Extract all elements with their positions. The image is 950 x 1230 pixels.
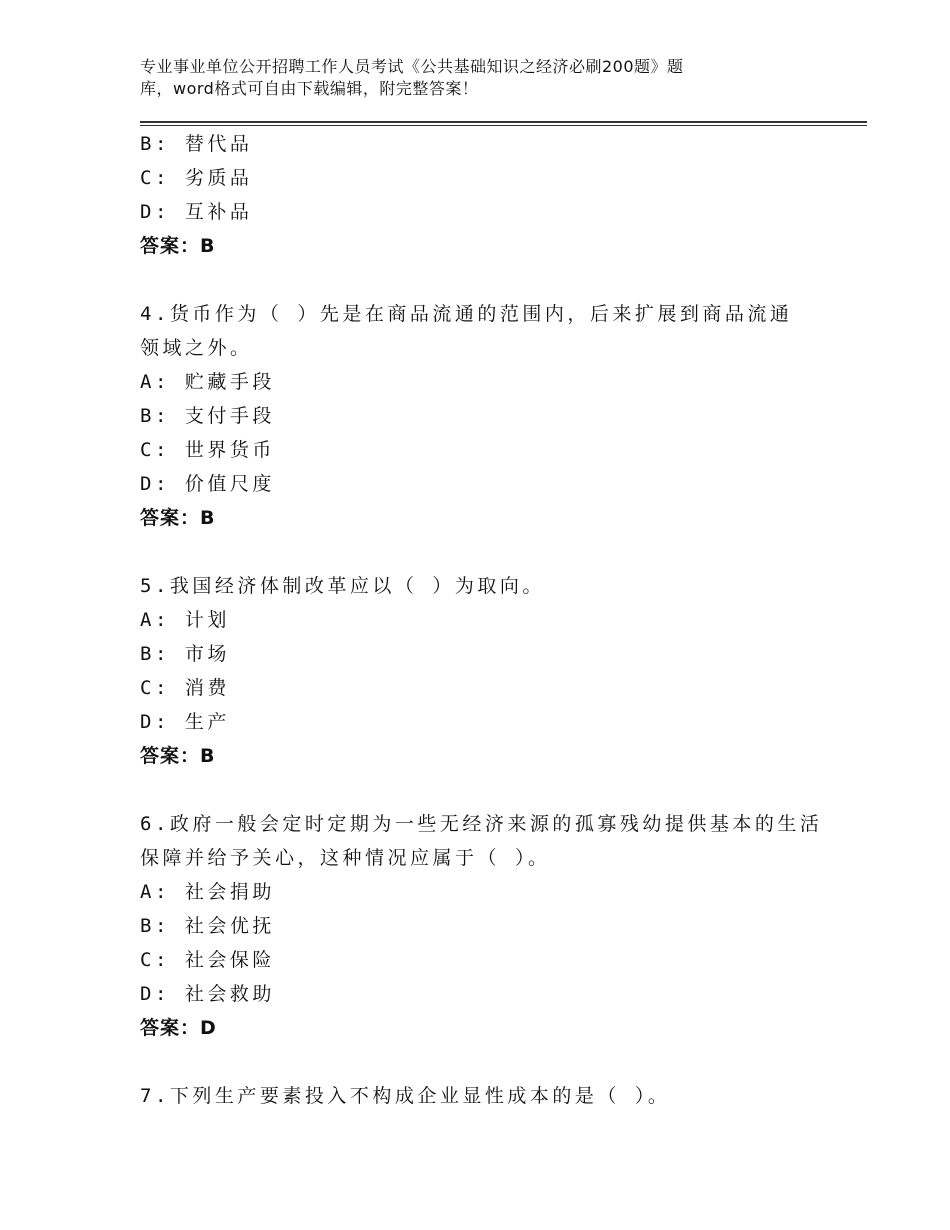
question-stem: 5.我国经济体制改革应以（ ）为取向。 bbox=[140, 575, 545, 597]
question-list bbox=[140, 127, 840, 1113]
document-header bbox=[140, 56, 780, 100]
question-7 bbox=[140, 1079, 840, 1113]
spacer bbox=[140, 263, 840, 297]
option-c: C: 劣质品 bbox=[140, 167, 253, 189]
spacer bbox=[140, 1045, 840, 1079]
option-a: A: 计划 bbox=[140, 609, 230, 631]
question-stem: 7.下列生产要素投入不构成企业显性成本的是（ ）。 bbox=[140, 1085, 671, 1107]
option-b: B: 市场 bbox=[140, 643, 230, 665]
question-stem: 6.政府一般会定时定期为一些无经济来源的孤寡残幼提供基本的生活 bbox=[140, 813, 823, 835]
option-b: B: 社会优抚 bbox=[140, 915, 275, 937]
option-d: D: 价值尺度 bbox=[140, 473, 275, 495]
option-c: C: 社会保险 bbox=[140, 949, 275, 971]
answer-line: 答案：B bbox=[140, 745, 216, 767]
header-divider bbox=[140, 121, 867, 123]
spacer bbox=[140, 773, 840, 807]
question-stem: 4.货币作为（ ）先是在商品流通的范围内，后来扩展到商品流通 bbox=[140, 303, 793, 325]
document-title-line-2: 库，word格式可自由下载编辑，附完整答案！ bbox=[140, 79, 479, 98]
question-5 bbox=[140, 569, 840, 773]
question-stem-continued: 领域之外。 bbox=[140, 337, 253, 359]
option-d: D: 社会救助 bbox=[140, 983, 275, 1005]
option-c: C: 消费 bbox=[140, 677, 230, 699]
option-b: B: 替代品 bbox=[140, 133, 253, 155]
option-a: A: 社会捐助 bbox=[140, 881, 275, 903]
option-d: D: 互补品 bbox=[140, 201, 253, 223]
option-a: A: 贮藏手段 bbox=[140, 371, 275, 393]
option-c: C: 世界货币 bbox=[140, 439, 275, 461]
option-d: D: 生产 bbox=[140, 711, 230, 733]
document-title-line-1: 专业事业单位公开招聘工作人员考试《公共基础知识之经济必刷200题》题 bbox=[140, 57, 684, 76]
question-6 bbox=[140, 807, 840, 1045]
option-b: B: 支付手段 bbox=[140, 405, 275, 427]
answer-line: 答案：B bbox=[140, 235, 216, 257]
question-3-tail bbox=[140, 127, 840, 263]
question-stem-continued: 保障并给予关心，这种情况应属于（ ）。 bbox=[140, 847, 551, 869]
spacer bbox=[140, 535, 840, 569]
question-4 bbox=[140, 297, 840, 535]
answer-line: 答案：B bbox=[140, 507, 216, 529]
header-divider-thin bbox=[140, 125, 867, 126]
answer-line: 答案：D bbox=[140, 1017, 217, 1039]
